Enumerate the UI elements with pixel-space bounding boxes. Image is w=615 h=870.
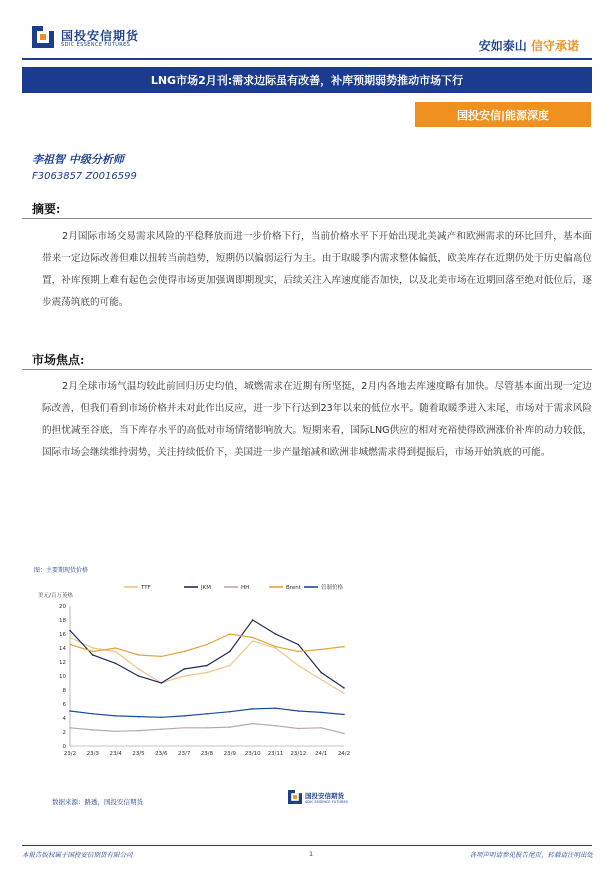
series-point-3: [343, 646, 345, 648]
x-tick-label: 23/4: [109, 751, 122, 757]
y-tick-label: 8: [62, 688, 66, 694]
series-point-2: [275, 725, 277, 727]
focus-divider: [22, 369, 592, 370]
series-point-3: [252, 637, 254, 639]
watermark-text-cn: 国投安信期货: [305, 792, 344, 800]
x-tick-label: 23/2: [63, 751, 77, 757]
watermark-text-en: SDIC ESSENCE FUTURES: [305, 800, 348, 804]
series-point-3: [115, 647, 117, 649]
series-point-1: [138, 675, 140, 677]
analyst-name: 李祖智 中级分析师: [32, 153, 124, 166]
series-point-0: [206, 672, 208, 674]
y-tick-label: 14: [59, 646, 66, 652]
series-point-3: [161, 656, 163, 658]
series-point-1: [69, 630, 71, 632]
y-tick-label: 18: [59, 618, 66, 624]
series-point-3: [92, 651, 94, 653]
series-point-0: [343, 693, 345, 695]
series-point-2: [206, 727, 208, 729]
report-series-tag: 国投安信|能源深度: [415, 102, 591, 127]
series-point-2: [138, 730, 140, 732]
series-point-2: [320, 727, 322, 729]
series-line-4: [70, 708, 344, 717]
series-point-0: [183, 675, 185, 677]
figure-watermark: [288, 790, 358, 808]
series-point-1: [320, 672, 322, 674]
company-logo: [32, 26, 152, 54]
series-point-1: [229, 651, 231, 653]
series-point-4: [252, 708, 254, 710]
series-point-3: [298, 651, 300, 653]
y-tick-label: 4: [62, 716, 66, 722]
summary-heading: 摘要:: [32, 202, 61, 216]
series-point-0: [229, 665, 231, 667]
series-point-1: [183, 668, 185, 670]
series-point-0: [320, 679, 322, 681]
x-tick-label: 23/12: [290, 751, 307, 757]
series-point-2: [343, 733, 345, 735]
series-line-1: [70, 620, 344, 688]
y-tick-label: 20: [59, 604, 66, 610]
series-point-4: [343, 714, 345, 716]
series-point-1: [161, 682, 163, 684]
series-point-3: [229, 633, 231, 635]
x-tick-label: 24/1: [314, 751, 328, 757]
legend-label-2: HH: [241, 585, 250, 591]
series-point-4: [138, 716, 140, 718]
y-axis-label: 美元/百万英热: [38, 593, 73, 599]
series-point-4: [206, 713, 208, 715]
series-point-2: [298, 728, 300, 730]
series-point-0: [92, 647, 94, 649]
series-point-2: [92, 729, 94, 731]
x-tick-label: 23/9: [223, 751, 237, 757]
x-tick-label: 24/2: [337, 751, 351, 757]
x-tick-label: 23/6: [155, 751, 168, 757]
series-point-1: [206, 665, 208, 667]
logo-text-en: SDIC ESSENCE FUTURES: [61, 42, 131, 48]
legend-label-0: TTF: [141, 585, 151, 591]
series-point-2: [161, 728, 163, 730]
focus-body: [42, 376, 592, 464]
footer-disclaimer: 各项声明请参见报告尾页，转载请注明出处: [469, 851, 593, 859]
x-tick-label: 23/8: [200, 751, 214, 757]
x-tick-label: 23/11: [267, 751, 284, 757]
footer-copyright: 本报告版权属于国投安信期货有限公司: [22, 851, 133, 859]
page-number: 1: [309, 850, 314, 858]
y-tick-label: 2: [62, 730, 66, 736]
series-point-1: [343, 687, 345, 689]
figure-source: 数据来源：路透，国投安信期货: [52, 798, 143, 806]
analyst-certificate: F3063857 Z0016599: [32, 171, 137, 182]
series-point-2: [115, 731, 117, 733]
series-point-4: [229, 711, 231, 713]
summary-body: [42, 226, 592, 314]
series-point-1: [298, 644, 300, 646]
legend-label-3: Brent: [286, 585, 301, 591]
series-point-0: [252, 640, 254, 642]
legend-label-1: JKM: [201, 585, 211, 591]
series-point-4: [115, 715, 117, 717]
slogan-main: 安如泰山: [478, 39, 527, 53]
x-tick-label: 23/3: [86, 751, 100, 757]
header-divider: [22, 58, 592, 60]
footer-divider: [22, 845, 592, 846]
series-point-3: [275, 646, 277, 648]
summary-paragraph: 2月国际市场交易需求风险的平稳释放而进一步价格下行，当前价格水平下开始出现北美减产和欧洲需求的环比回升，基本面带来一定边际改善但难以扭转当前趋势，短期仍以偏弱运行为主。由于取暖季内需求整体偏低，欧美库存在近期仍处于历史偏高位置，补库预期上难有起色会使得市场更加强调即期现实，后续关注入库速度能否加快，以及北美市场在近期回落至绝对低位后，逐步震荡筑底的可能。: [42, 231, 592, 308]
series-point-4: [92, 713, 94, 715]
series-point-2: [69, 727, 71, 729]
x-tick-label: 23/10: [244, 751, 261, 757]
series-point-4: [69, 710, 71, 712]
series-point-3: [69, 644, 71, 646]
series-point-0: [275, 647, 277, 649]
series-point-3: [206, 644, 208, 646]
price-chart: [34, 578, 354, 766]
y-tick-label: 6: [62, 702, 66, 708]
x-tick-label: 23/7: [177, 751, 191, 757]
y-tick-label: 12: [59, 660, 66, 666]
slogan: [479, 37, 579, 54]
figure-caption: 图：主要期现货价格: [34, 567, 89, 574]
watermark-logo-icon: [288, 790, 302, 804]
y-tick-label: 16: [59, 632, 66, 638]
logo-mark-icon: [32, 26, 54, 48]
series-point-2: [183, 727, 185, 729]
focus-heading: 市场焦点:: [32, 353, 85, 367]
series-point-2: [229, 726, 231, 728]
summary-divider: [22, 218, 592, 219]
y-tick-label: 0: [62, 744, 66, 750]
series-point-4: [298, 710, 300, 712]
series-point-0: [138, 668, 140, 670]
logo-text-cn: 国投安信期货: [61, 29, 140, 43]
series-point-3: [183, 651, 185, 653]
slogan-accent: 信守承诺: [530, 39, 579, 53]
series-point-0: [69, 637, 71, 639]
series-point-0: [115, 651, 117, 653]
legend-label-4: 管制价格: [321, 585, 344, 591]
focus-paragraph: 2月全球市场气温均较此前回归历史均值，城燃需求在近期有所坚挺，2月内各地去库速度略有加快。尽管基本面出现一定边际改善，但我们看到市场价格并未对此作出反应，进一步下行达到23年以来的低位水平。随着取暖季进入末尾，市场对于需求风险的担忧减至谷底，当下库存水平的高低对市场情绪影响放大。短期来看，国际LNG供应的相对充裕使得欧洲涨价补库的动力较低，国际市场会继续维持弱势，关注持续低价下，美国进一步产量缩减和欧洲非城燃需求得到提振后，市场开始筑底的可能。: [42, 381, 592, 458]
series-point-1: [115, 663, 117, 665]
series-point-4: [183, 715, 185, 717]
series-point-3: [320, 649, 322, 651]
series-point-4: [161, 717, 163, 719]
series-point-4: [320, 712, 322, 714]
series-point-3: [138, 654, 140, 656]
series-point-0: [298, 665, 300, 667]
series-point-2: [252, 723, 254, 725]
series-point-1: [92, 654, 94, 656]
report-title: LNG市场2月刊:需求边际虽有改善，补库预期弱势推动市场下行: [22, 67, 592, 93]
y-tick-label: 10: [59, 674, 66, 680]
series-point-1: [275, 633, 277, 635]
x-tick-label: 23/5: [132, 751, 145, 757]
series-point-4: [275, 707, 277, 709]
series-point-1: [252, 619, 254, 621]
